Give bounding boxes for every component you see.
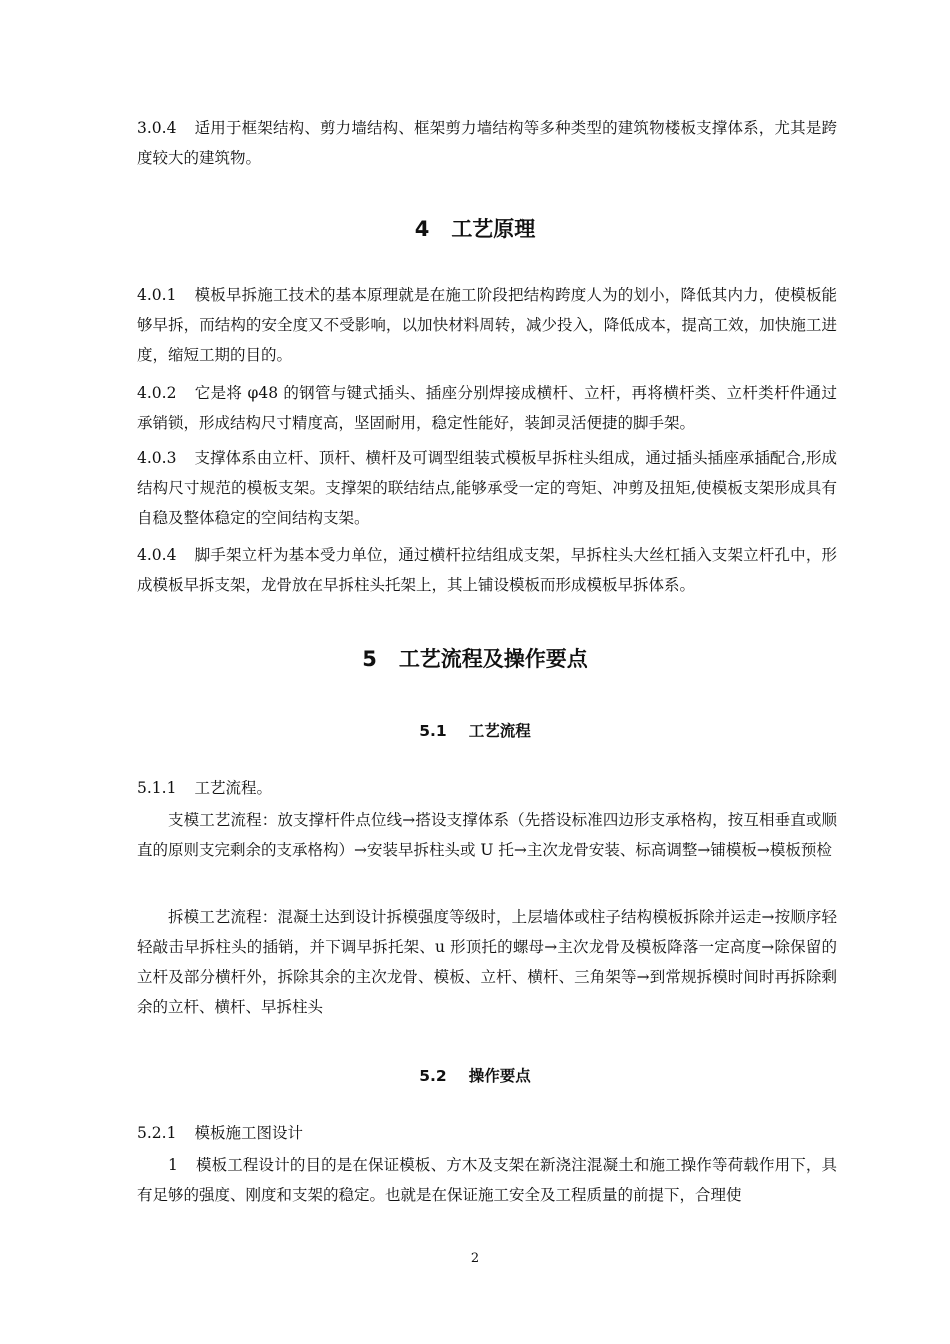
section-5-2-heading [0,1064,950,1086]
clause-text: 工艺流程。 [194,779,272,797]
formwork-process-paragraph: 支模工艺流程：放支撑杆件点位线→搭设支撑体系（先搭设标准四边形支承格构，按互相垂直或顺直的原则支完剩余的支承格构）→安装早拆柱头或 U 托→主次龙骨安装、标高调整→铺模板→模板预检 [137,811,837,859]
clause-5-2-1 [137,1118,837,1148]
clause-4-0-3 [137,443,837,533]
clause-text: 模板施工图设计 [194,1124,303,1142]
clause-number: 4.0.3 [137,449,177,467]
clause-5-2-1-item-1 [137,1150,837,1210]
clause-4-0-4 [137,540,837,600]
clause-4-0-1 [137,280,837,370]
clause-text: 脚手架立杆为基本受力单位，通过横杆拉结组成支架，早拆柱头大丝杠插入支架立杆孔中，形成模板早拆支架，龙骨放在早拆柱头托架上，其上铺设模板而形成模板早拆体系。 [137,546,837,594]
section-title: 工艺流程 [468,722,531,740]
clause-text: 模板早拆施工技术的基本原理就是在施工阶段把结构跨度人为的划小，降低其内力，使模板能够早拆，而结构的安全度又不受影响，以加快材料周转，减少投入，降低成本，提高工效，加快施工进度，缩短工期的目的。 [137,286,837,364]
clause-number: 4.0.1 [137,286,177,304]
clause-4-0-2 [137,378,837,438]
section-number: 5.2 [419,1067,447,1085]
clause-5-1-1 [137,773,837,803]
section-4-heading [0,213,950,243]
section-5-1-heading [0,719,950,741]
item-text: 模板工程设计的目的是在保证模板、方木及支架在新浇注混凝土和施工操作等荷载作用下，具有足够的强度、刚度和支架的稳定。也就是在保证施工安全及工程质量的前提下，合理使 [137,1156,837,1204]
section-5-heading [0,643,950,673]
clause-number: 5.1.1 [137,779,177,797]
item-number: 1 [168,1156,178,1174]
clause-text: 它是将 φ48 的钢管与键式插头、插座分别焊接成横杆、立杆，再将横杆类、立杆类杆件通过承销锁，形成结构尺寸精度高，坚固耐用，稳定性能好，装卸灵活便捷的脚手架。 [137,384,837,432]
stripping-process-paragraph: 拆模工艺流程：混凝土达到设计拆模强度等级时，上层墙体或柱子结构模板拆除并运走→按顺序轻轻敲击早拆柱头的插销，并下调早拆托架、u 形顶托的螺母→主次龙骨及模板降落一定高度→除保留的立杆及部分横杆外，拆除其余的主次龙骨、模板、立杆、横杆、三角架等→到常规拆模时间时再拆除剩余的立杆、横杆、早拆柱头 [137,908,837,1016]
section-number: 5 [362,647,377,671]
clause-text: 适用于框架结构、剪力墙结构、框架剪力墙结构等多种类型的建筑物楼板支撑体系，尤其是跨度较大的建筑物。 [137,119,837,167]
page-number: 2 [470,1251,480,1266]
clause-text: 支撑体系由立杆、顶杆、横杆及可调型组装式模板早拆柱头组成，通过插头插座承插配合,形成结构尺寸规范的模板支架。支撑架的联结结点,能够承受一定的弯矩、冲剪及扭矩,使模板支架形成具有自稳及整体稳定的空间结构支架。 [137,449,837,527]
section-number: 4 [414,217,430,241]
clause-3-0-4 [137,113,837,173]
clause-number: 5.2.1 [137,1124,177,1142]
section-number: 5.1 [419,722,447,740]
clause-number: 3.0.4 [137,119,177,137]
section-title: 操作要点 [468,1067,531,1085]
clause-number: 4.0.4 [137,546,177,564]
section-title: 工艺原理 [451,217,536,241]
section-title: 工艺流程及操作要点 [398,647,588,671]
clause-number: 4.0.2 [137,384,177,402]
